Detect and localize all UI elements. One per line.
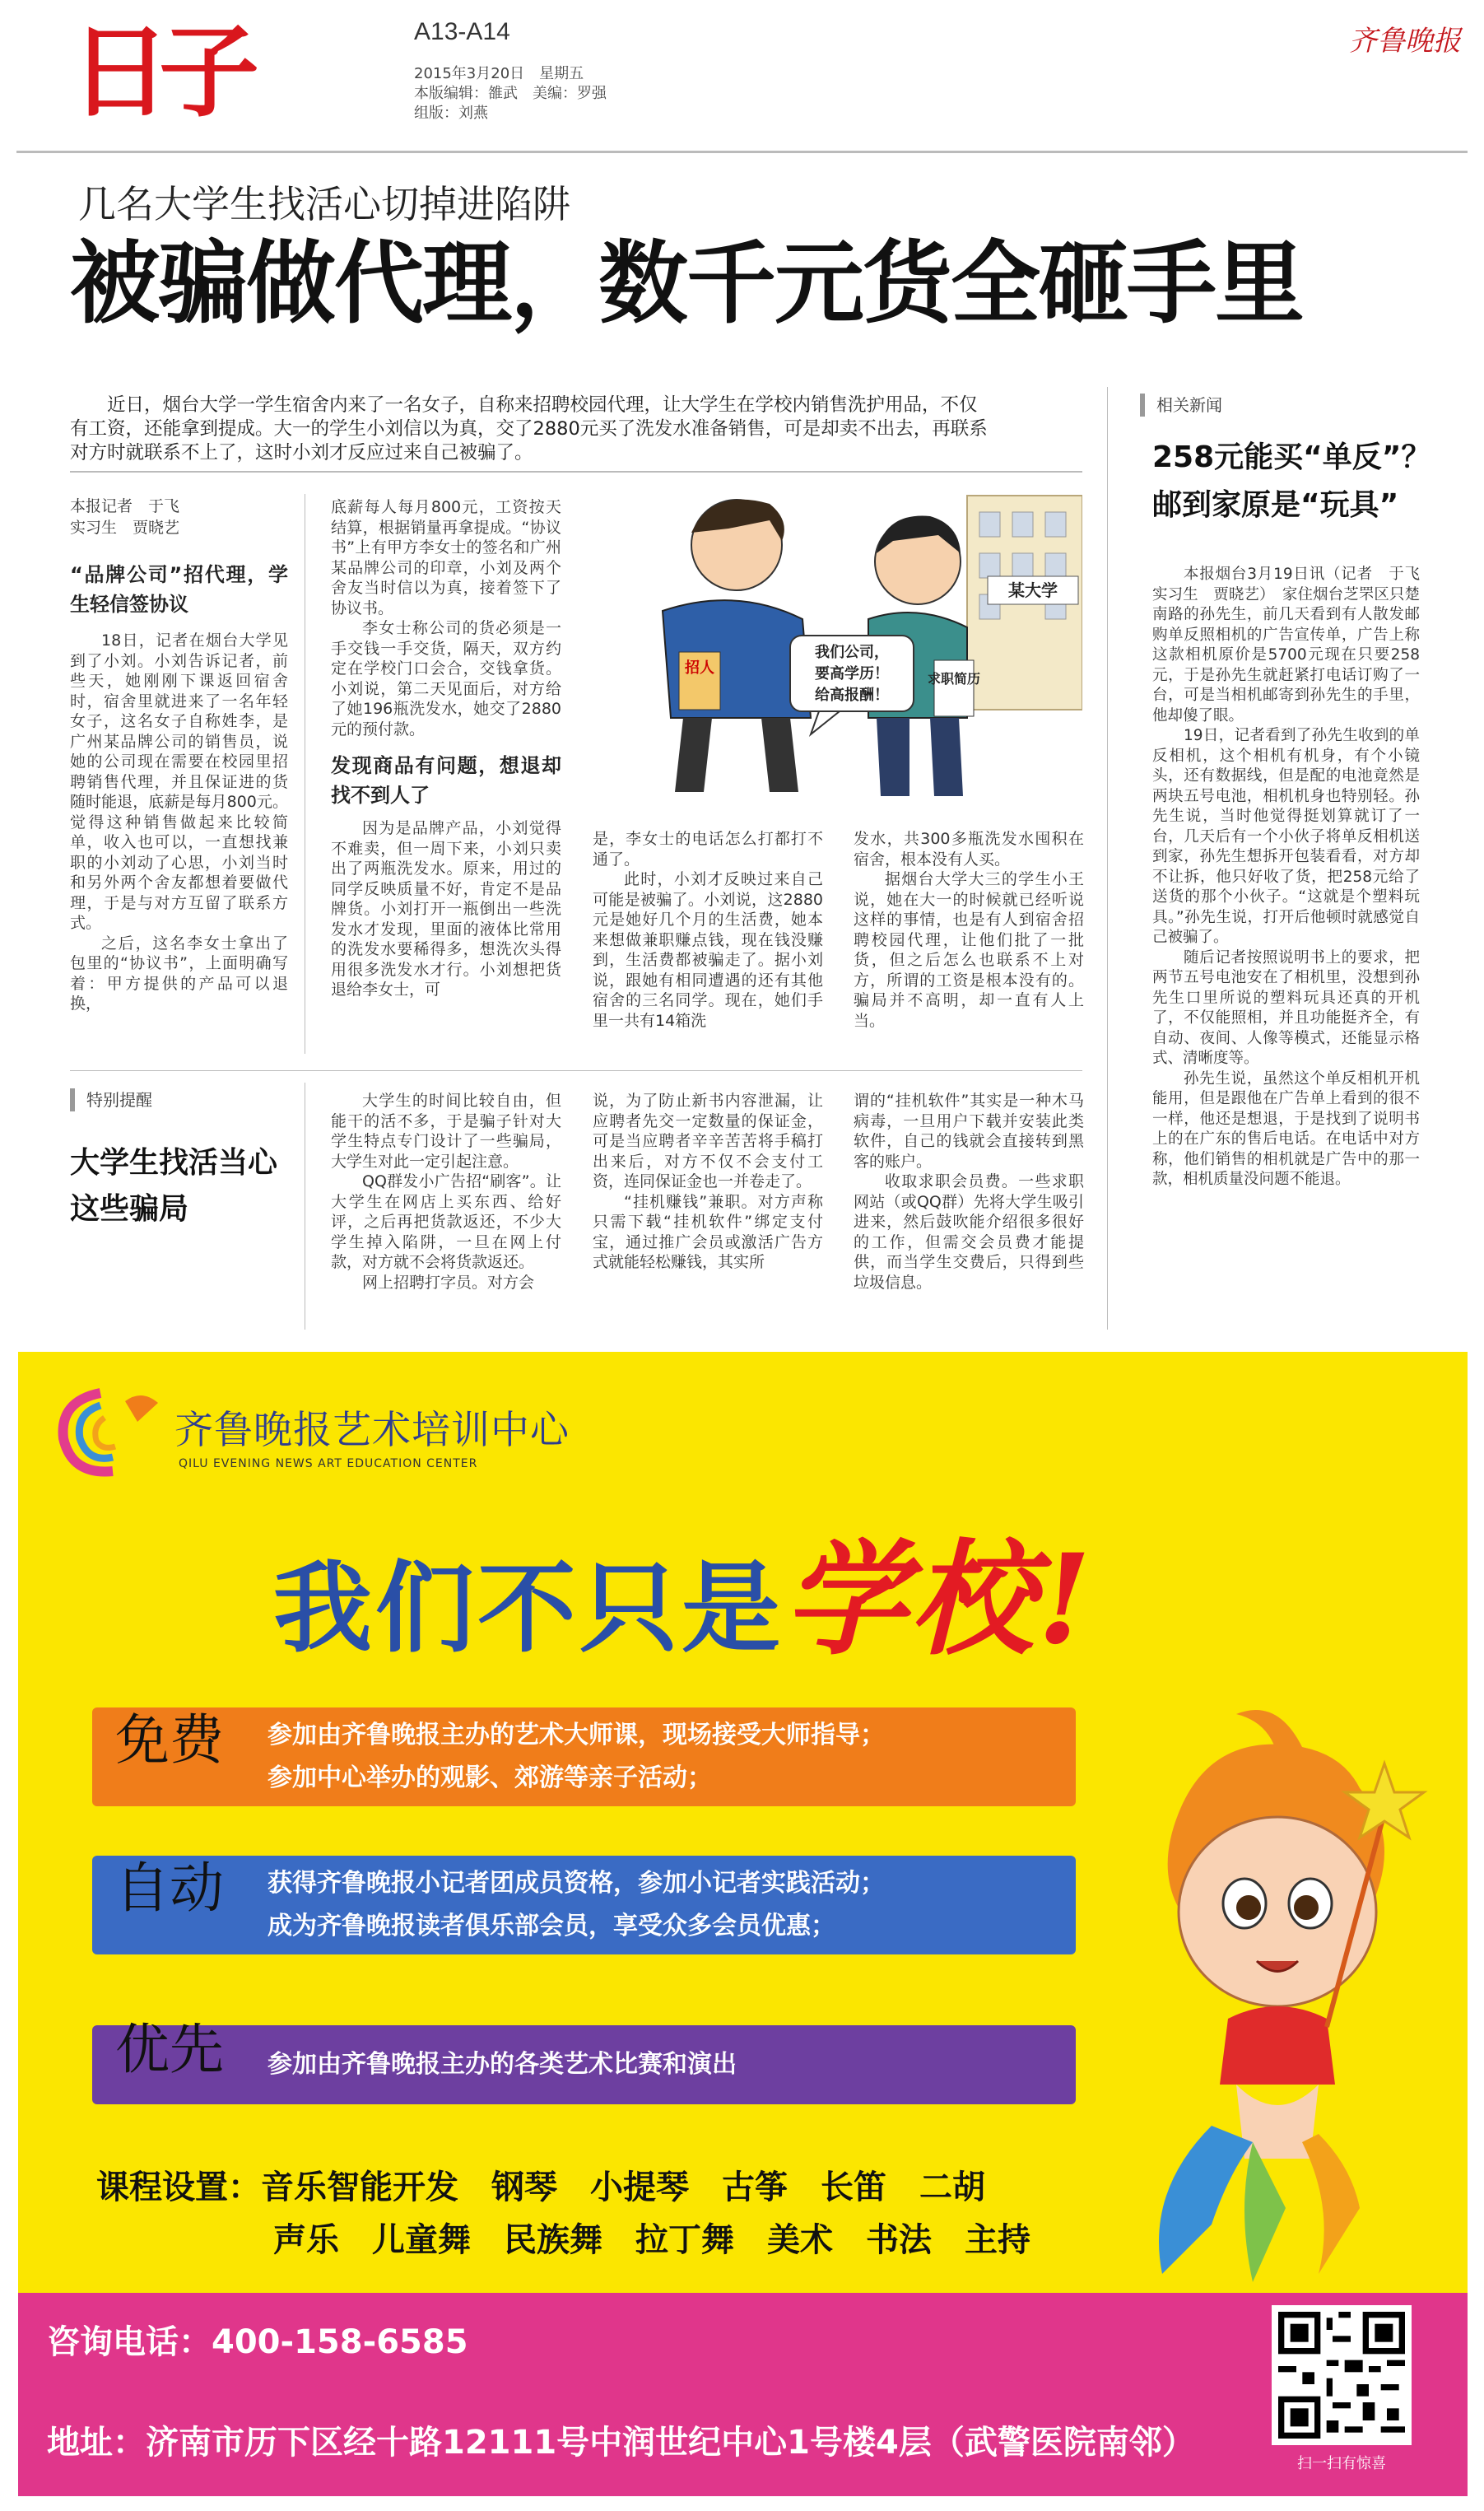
paragraph: 之后，这名李女士拿出了包里的“协议书”，上面明确写着：甲方提供的产品可以退换， [70,934,288,1013]
paragraph: 18日，记者在烟台大学见到了小刘。小刘告诉记者，前些天，她刚刚下课返回宿舍时，宿舍里就进来了一名年轻女子，这名女子自称姓李，是广州某品牌公司的销售员，说她的公司现在需要在校园里招聘销售代理，并且保证进的货随时能退，底薪是每月800元。觉得这种销售做起来比较简单，收入也可以，一直想找兼职的小刘动了心思，小刘当时和另外两个舍友都想着要做代理，于是与对方互留了联系方式。 [70,631,288,932]
tips-column-1 [331,1091,561,1293]
qr-code-icon [1272,2305,1412,2445]
building-sign: 某大学 [1008,580,1058,600]
paragraph: 李女士称公司的货必须是一手交钱一手交货，隔天，双方约定在学校门口会合，交钱拿货。小刘说，第二天见面后，对方给了她196瓶洗发水，她交了2880元的预付款。 [331,619,561,738]
benefit-line: 参加由齐鲁晚报主办的各类艺术比赛和演出 [267,2050,737,2079]
section-logo: 日子 [70,14,248,131]
paragraph: “挂机赚钱”兼职。对方声称只需下载“挂机软件”绑定支付宝，通过推广会员或激活广告方式就能轻松赚钱，其实所 [593,1192,823,1271]
article-lead: 近日，烟台大学一学生宿舍内来了一名女子，自称来招聘校园代理，让大学生在学校内销售洗护用品，不仅有工资，还能拿到提成。大一的学生小刘信以为真，交了2880元买了洗发水准备销售，可是却卖不出去，再联系对方时就联系不上了，这时小刘才反应过来自己被骗了。 [70,394,988,464]
layout-credit: 组版：刘燕 [414,105,488,122]
qr-caption: 扫一扫有惊喜 [1297,2455,1386,2472]
benefit-label: 免费 [115,1708,224,1772]
ad-org-name: 齐鲁晚报艺术培训中心 [174,1408,570,1453]
ad-phone: 咨询电话：400-158-6585 [47,2323,468,2361]
paragraph: 底薪每人每月800元，工资按天结算，根据销量再拿提成。“协议书”上有甲方李女士的签名和广州某品牌公司的印章，小刘及两个舍友当时信以为真，接着签下了协议书。 [331,498,561,617]
benefit-box-free [92,1707,1076,1806]
benefit-lines [267,1714,885,1800]
benefit-line: 成为齐鲁晚报读者俱乐部会员，享受众多会员优惠； [267,1912,835,1940]
benefit-box-priority [92,2018,1076,2104]
benefit-line: 参加由齐鲁晚报主办的艺术大师课，现场接受大师指导； [267,1721,885,1749]
paragraph: 大学生的时间比较自由，但能干的活不多，于是骗子针对大学生特点专门设计了一些骗局，大学生对此一定引起注意。 [331,1092,561,1171]
ad-slogan-red: 学校! [784,1527,1095,1672]
benefit-line: 参加中心举办的观影、郊游等亲子活动； [267,1763,712,1792]
side-title-line-2: 邮到家原是“玩具” [1152,488,1399,522]
speech-bubble-line-3: 给高报酬！ [815,687,889,704]
paragraph: 发水，共300多瓶洗发水囤积在宿舍，根本没有人买。 [854,830,1084,869]
paragraph: 本报烟台3月19日讯（记者 于飞 实习生 贾晓艺） 家住烟台芝罘区只楚南路的孙先生，前几天看到有人散发邮购单反照相机的广告宣传单，广告上称这款相机原价是5700元现在只要258元，于是孙先生就赶紧打电话订购了一台，可是当相机邮寄到孙先生的手里，他却傻了眼。 [1152,566,1435,724]
paragraph: 谓的“挂机软件”其实是一种木马病毒，一旦用户下载并安装此类软件，自己的钱就会直接转到黑客的账户。 [854,1092,1084,1171]
paragraph: 收取求职会员费。一些求职网站（或QQ群）先将大学生吸引进来，然后鼓吹能介绍很多很好的工作，但需交会员费才能提供，而当学生交费后，只得到些垃圾信息。 [854,1172,1084,1292]
benefit-line: 获得齐鲁晚报小记者团成员资格，参加小记者实践活动； [267,1869,885,1898]
contact-bar [18,2293,1468,2496]
side-title-line-1: 258元能买“单反”？ [1152,440,1431,474]
subhead-1: “品牌公司”招代理，学生轻信签协议 [70,563,288,616]
side-article [1152,565,1435,1190]
tips-divider [70,1070,1082,1071]
newspaper-name: 齐鲁晚报 [1349,25,1461,58]
paragraph: 是，李女士的电话怎么打都打不通了。 [593,830,823,869]
related-news-tag: 相关新闻 [1140,394,1222,417]
article-kicker: 几名大学生找活心切掉进陷阱 [78,182,570,226]
article-column-3 [593,829,823,1031]
editor-credit: 本版编辑：雒武 美编：罗强 [414,85,607,102]
benefit-lines [267,2043,737,2086]
art-center-logo-icon [51,1385,166,1484]
ad-org-english: QILU EVENING NEWS ART EDUCATION CENTER [179,1457,478,1470]
tips-column-3 [854,1091,1084,1293]
paragraph: 网上招聘打字员。对方会 [362,1273,535,1292]
article-column-1 [70,496,288,1014]
tips-column-2 [593,1091,823,1273]
courses-row-1 [96,2161,985,2208]
paragraph: 随后记者按照说明书上的要求，把两节五号电池安在了相机里，没想到孙先生口里所说的塑料玩具还真的开机了，不仅能照相，并且功能挺齐全，有自动、夜间、人像等模式，还能显示格式、清晰度等。 [1152,948,1420,1067]
recruit-sign: 招人 [685,659,714,677]
byline-intern: 实习生 贾晓艺 [70,519,180,537]
benefit-lines [267,1862,885,1948]
courses-list-2: 声乐 儿童舞 民族舞 拉丁舞 美术 书法 主持 [273,2221,1030,2259]
speech-bubble-line-2: 要高学历！ [815,665,889,682]
benefit-box-auto [92,1856,1076,1954]
article-column-2 [331,497,561,1000]
paragraph: 此时，小刘才反映过来自己可能是被骗了。小刘说，这2880元是她好几个月的生活费，她本来想做兼职赚点钱，现在钱没赚到，生活费都被骗走了。据小刘说，跟她有相同遭遇的还有其他宿舍的三名同学。现在，她们手里一共有14箱洗 [593,870,823,1030]
ad-slogan [273,1500,1095,1678]
speech-bubble-line-1: 我们公司， [815,644,889,661]
cartoon-illustration [605,471,1082,800]
tips-title: 大学生找活当心这些骗局 [70,1146,278,1226]
benefit-label: 优先 [115,2018,224,2081]
ad-address: 地址：济南市历下区经十路12111号中润世纪中心1号楼4层（武警医院南邻） [47,2424,1195,2462]
paragraph: 孙先生说，虽然这个单反相机开机能用，但是跟他在广告单上看到的很不一样，他还是想退，于是找到了说明书上的在广东的售后电话。在电话中对方称，他们销售的相机就是广告中的那一款，相机质量没问题不能退。 [1152,1069,1420,1188]
mascot-illustration [1113,1698,1458,2290]
paragraph: 说，为了防止新书内容泄漏，让应聘者先交一定数量的保证金，可是当应聘者辛辛苦苦将手稿打出来后，对方不仅不会支付工资，连同保证金也一并卷走了。 [593,1092,823,1190]
page-numbers: A13-A14 [414,18,510,45]
paragraph: QQ群发小广告招“刷客”。让大学生在网店上买东西、给好评，之后再把货款返还，不少大学生掉入陷阱，一旦在网上付款，对方就不会将货款返还。 [331,1172,561,1271]
subhead-2: 发现商品有问题，想退却找不到人了 [331,754,561,807]
side-divider [1107,387,1108,1330]
article-headline: 被骗做代理，数千元货全砸手里 [70,231,1303,336]
issue-date: 2015年3月20日 星期五 [414,65,584,82]
article-column-4 [854,829,1084,1031]
tips-tag: 特别提醒 [70,1088,152,1111]
paragraph: 19日，记者看到了孙先生收到的单反相机，这个相机有机身，有个小镜头，还有数据线，但是配的电池竟然是两块五号电池，相机机身也特别轻。孙先生说，当时他觉得挺划算就订了一台，几天后有一个小伙子将单反相机送到家，孙先生想拆开包装看看，对方却不让拆，他只好收了货，把258元给了送货的那个小伙子。“这就是个塑料玩具。”孙先生说，打开后他顿时就感觉自己被骗了。 [1152,727,1420,946]
benefit-label: 自动 [115,1856,224,1920]
byline-reporter: 本报记者 于飞 [70,497,180,515]
paragraph: 因为是品牌产品，小刘觉得不难卖，但一周下来，小刘只卖出了两瓶洗发水。原来，用过的同学反映质量不好，肯定不是品牌货。小刘打开一瓶倒出一些洗发水才发现，里面的液体比常用的洗发水要稀得多，想洗次头得用很多洗发水才行。小刘想把货退给李女士，可 [331,819,561,999]
header-divider [16,151,1468,153]
ad-slogan-blue: 我们不只是 [273,1552,784,1666]
courses-list-1: 音乐智能开发 钢琴 小提琴 古筝 长笛 二胡 [261,2169,985,2206]
resume-sign: 求职简历 [927,671,981,687]
paragraph: 据烟台大学大三的学生小王说，她在大一的时候就已经听说这样的事情，也是有人到宿舍招聘校园代理，让他们批了一批货，但之后怎么也联系不上对方，所谓的工资是根本没有的。骗局并不高明，却一直有人上当。 [854,870,1084,1030]
courses-label: 课程设置： [96,2169,261,2206]
